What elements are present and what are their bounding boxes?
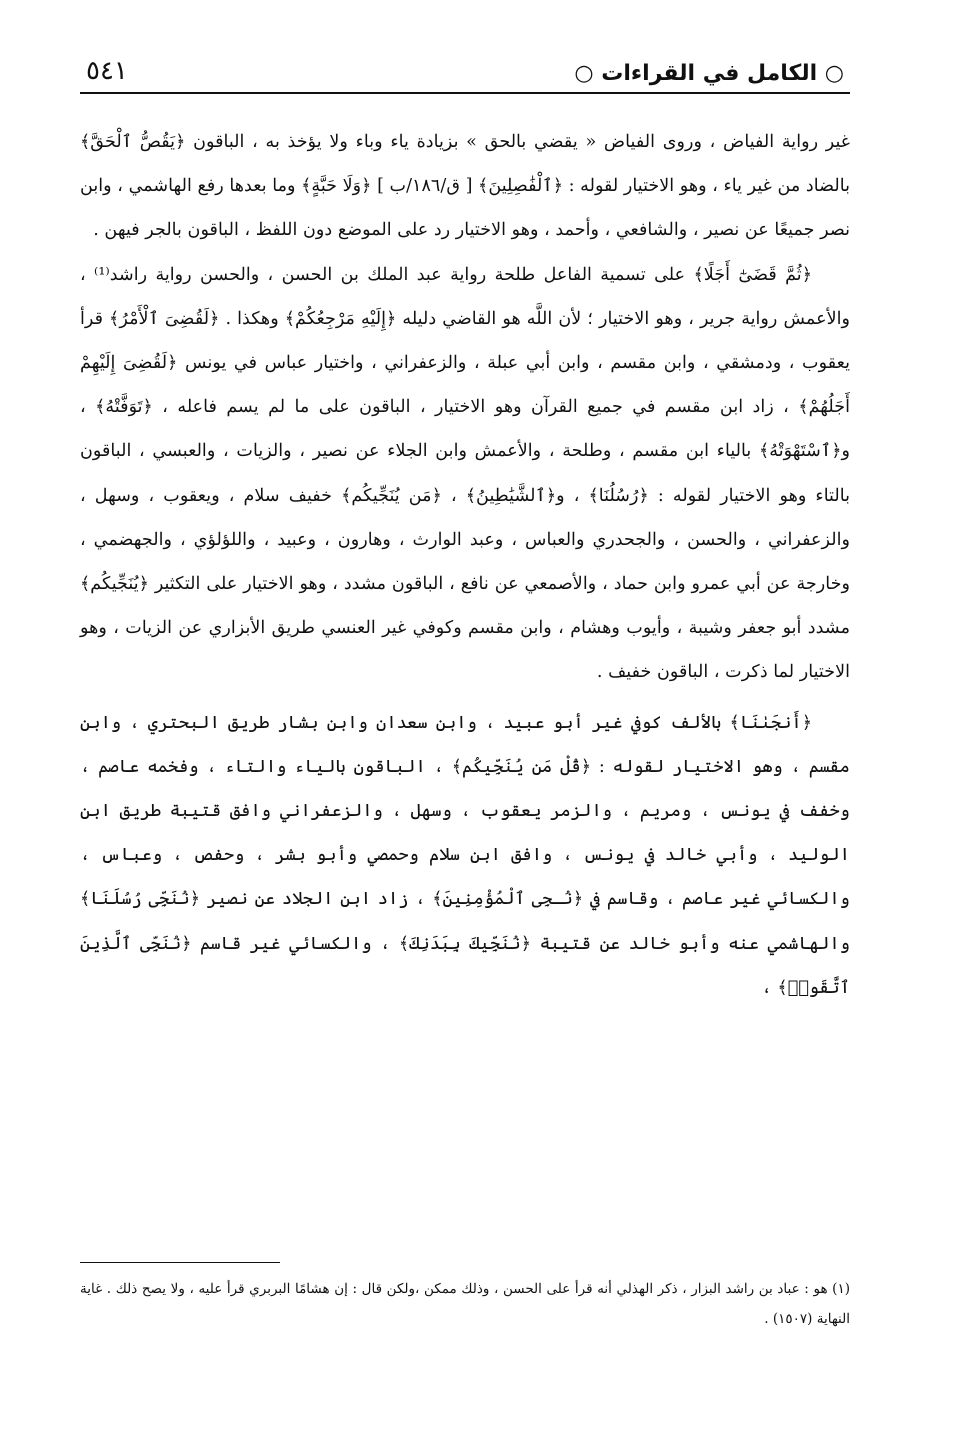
running-title: ○ الكامل في القراءات ○	[574, 61, 844, 86]
page-header	[80, 52, 850, 94]
paragraph-1: غير رواية الفياض ، وروى الفياض « يقضي بالحق » بزيادة ياء وباء ولا يؤخذ به ، الباقون ﴿يَقُصُّ ٱلْحَقَّ﴾ بالضاد من غير ياء ، وهو الاختيار لقوله : ﴿ٱلْفَٰصِلِينَ﴾ [ ق/١٨٦/ب ] ﴿وَلَا حَبَّةٍ﴾ وما بعدها رفع الهاشمي ، وابن نصر جميعًا عن نصير ، والشافعي ، وأحمد ، وهو الاختيار رد على الموضع دون اللفظ ، الباقون بالجر فيهن .	[80, 132, 850, 241]
paragraph-2: ﴿ثُمَّ قَضَىٰٓ أَجَلًا﴾ على تسمية الفاعل طلحة رواية عبد الملك بن الحسن ، والحسن رواية راشد⁽¹⁾ ، والأعمش رواية جرير ، وهو الاختيار ؛ لأن اللَّه هو القاضي دليله ﴿إِلَيْهِ مَرْجِعُكُمْ﴾ وهكذا . ﴿لَقُضِىَ ٱلْأَمْرُ﴾ قرأ يعقوب ، ودمشقي ، وابن مقسم ، وابن أبي عبلة ، والزعفراني ، واختيار عباس في يونس ﴿لَقُضِىَ إِلَيْهِمْ أَجَلُهُمْ﴾ ، زاد ابن مقسم في جميع القرآن وهو الاختيار ، الباقون على ما لم يسم فاعله ، ﴿تَوَفَّتْهُ﴾ ، و﴿ٱسْتَهْوَتْهُ﴾ بالياء ابن مقسم ، وطلحة ، والأعمش وابن الجلاء عن نصير ، والزيات ، والعبسي ، الباقون بالتاء وهو الاختيار لقوله : ﴿رُسُلُنَا﴾ ، و﴿ٱلشَّيَٰطِينُ﴾ ، ﴿مَن يُنَجِّيكُم﴾ خفيف سلام ، ويعقوب ، وسهل ، والزعفراني ، والحسن ، والجحدري والعباس ، وعبد الوارث ، وهارون ، وعبيد ، واللؤلؤي ، والجهضمي ، وخارجة عن أبي عمرو وابن حماد ، والأصمعي عن نافع ، الباقون مشدد ، وهو الاختيار على التكثير ﴿يُنَجِّيكُم﴾ مشدد أبو جعفر وشيبة ، وأيوب وهشام ، وابن مقسم وكوفي غير العنسي طريق الأبزاري عن الزيات ، وهو الاختيار لما ذكرت ، الباقون خفيف .	[80, 264, 850, 683]
main-text	[80, 120, 850, 1010]
book-page	[80, 52, 850, 1402]
footnote-1: (١) هو : عباد بن راشد البزار ، ذكر الهذلي أنه قرأ على الحسن ، وذلك ممكن ،ولكن قال : إن هشامًا البربري قرأ عليه ، ولا يصح ذلك . غاية النهاية (١٥٠٧) .	[80, 1281, 850, 1327]
paragraph-3: ﴿أَنجَىٰنَا﴾ بالألف كوفي غير أبو عبيد ، وابن سعدان وابن بشار طريق البحتري ، وابن مقسم ، وهو الاختيار لقوله : ﴿قُلْ مَن يُنَجِّيكُم﴾ ، الباقون بالياء والتاء ، وفخمه عاصم ، وخفف في يونس ، ومريم ، والزمر يعقوب ، وسهل ، والزعفراني وافق قتيبة طريق ابن الوليد ، وأبي خالد في يونس ، وافق ابن سلام وحمصي وأبو بشر ، وحفص ، وعباس ، والكسائي غير عاصم ، وقاسم في ﴿نُـجِى ٱلْمُؤْمِنِينَ﴾ ، زاد ابن الجلاد عن نصير ﴿نُنَجِّى رُسُلَنَا﴾ والهاشمي عنه وأبو خالد عن قتيبة ﴿نُنَجِّيكَ بِبَدَنِكَ﴾ ، والكسائي غير قاسم ﴿نُنَجِّى ٱلَّذِينَ ٱتَّقَوا۟﴾ ،	[80, 712, 850, 998]
footnotes	[80, 1274, 850, 1334]
page-number: ٥٤١	[86, 56, 128, 86]
footnote-divider	[80, 1262, 280, 1263]
